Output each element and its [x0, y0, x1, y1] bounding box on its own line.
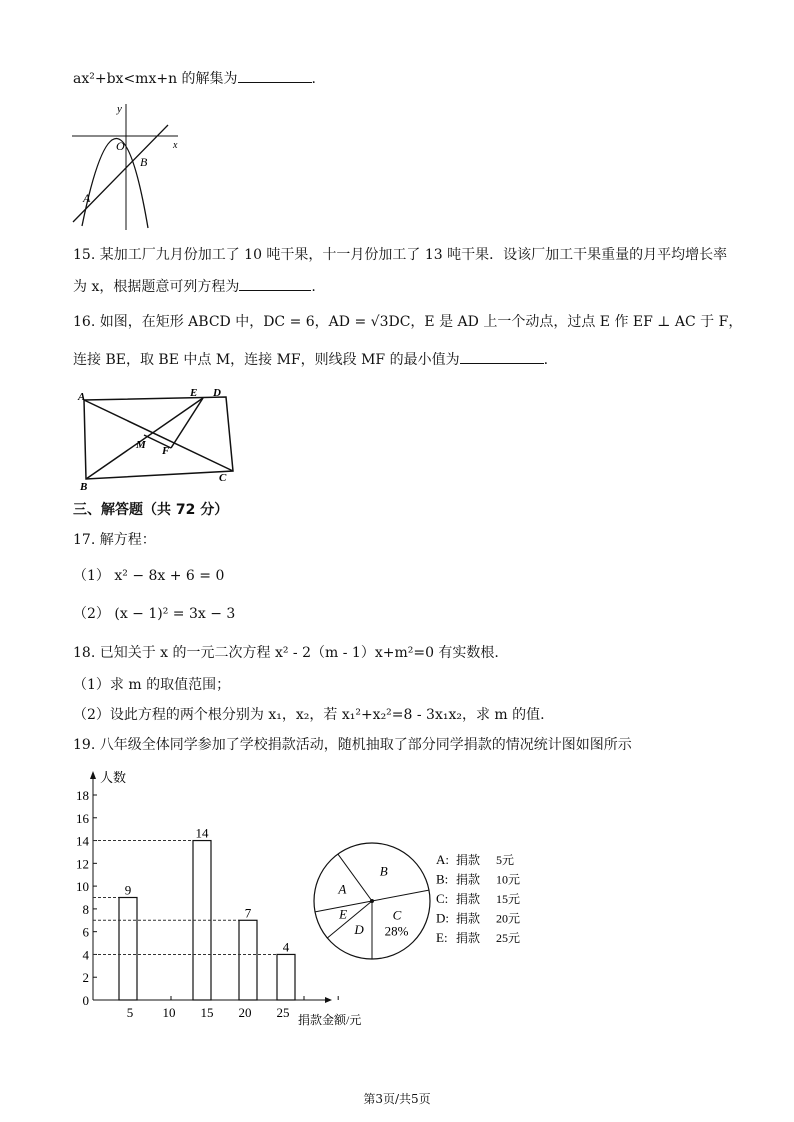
- period: .: [543, 352, 549, 368]
- q15-line2: [73, 276, 316, 296]
- legend-key: A:: [436, 852, 449, 867]
- q17-part1: （1） x² − 8x + 6 = 0: [73, 568, 225, 584]
- bar-value-label: 4: [282, 939, 290, 955]
- x-tick-label: 20: [238, 1005, 252, 1020]
- y-tick-label: 10: [76, 879, 89, 895]
- legend-value: 5元: [496, 853, 515, 867]
- label-f: F: [162, 445, 170, 457]
- bar: [119, 898, 137, 1001]
- parabola: [82, 138, 148, 228]
- y-tick-label: 6: [82, 924, 89, 940]
- y-tick-label: 2: [82, 970, 89, 986]
- legend-text: 捐款: [456, 853, 481, 867]
- x-tick-label: 5: [126, 1005, 134, 1020]
- answer-blank: [460, 349, 544, 364]
- bar: [277, 954, 295, 1000]
- diagonal-ac: [84, 400, 233, 471]
- period: .: [311, 71, 316, 87]
- legend-key: C:: [436, 891, 449, 906]
- q17-part2: （2） (x − 1)² = 3x − 3: [73, 606, 236, 622]
- q18-part2: （2）设此方程的两个根分别为 x₁，x₂，若 x₁²+x₂²=8 - 3x₁x₂，求 m 的值.: [73, 707, 545, 723]
- q15-stem: 为 x，根据题意可列方程为: [73, 279, 240, 295]
- y-axis-label: 人数: [100, 770, 127, 785]
- legend-text: 捐款: [456, 931, 481, 945]
- bar-value-label: 9: [124, 882, 132, 898]
- answer-blank: [238, 68, 312, 83]
- legend-value: 15元: [496, 892, 521, 906]
- label-d: D: [213, 387, 221, 399]
- q16-line1: 16. 如图，在矩形 ABCD 中，DC = 6，AD = √3DC，E 是 AD 上一个动点，过点 E 作 EF ⊥ AC 于 F，: [73, 314, 743, 330]
- x-tick-label: 15: [200, 1005, 214, 1020]
- page-footer: 第3页/共5页: [363, 1092, 431, 1106]
- bar: [239, 920, 257, 1000]
- legend-value: 10元: [496, 872, 521, 887]
- rectangle-abcd: [84, 397, 233, 479]
- pie-slice-label-d: D: [354, 921, 364, 937]
- q14-text: [73, 68, 316, 88]
- label-a: A: [78, 391, 86, 403]
- legend-key: B:: [436, 871, 449, 887]
- o-label: O: [116, 139, 125, 153]
- q16-line2: [73, 349, 548, 369]
- pie-slice-label-c: C: [392, 907, 402, 923]
- segment-ef: [171, 398, 203, 448]
- x-tick-label: 10: [162, 1005, 176, 1020]
- y-tick-label: 4: [82, 947, 89, 963]
- legend-value: 25元: [496, 931, 521, 945]
- answer-blank: [239, 276, 311, 291]
- a-label: A: [83, 191, 91, 205]
- label-m: M: [136, 439, 146, 451]
- label-e: E: [190, 387, 198, 399]
- b-label: B: [140, 155, 148, 169]
- y-tick-label: 0: [82, 993, 89, 1008]
- q16-stem: 连接 BE，取 BE 中点 M，连接 MF，则线段 MF 的最小值为: [73, 352, 460, 368]
- x-label: x: [173, 140, 178, 151]
- legend-key: D:: [436, 910, 449, 926]
- legend-value: 20元: [496, 911, 521, 926]
- y-label: y: [117, 103, 122, 115]
- y-tick-label: 14: [76, 833, 89, 849]
- q17-title: 17. 解方程：: [73, 532, 156, 548]
- pie-center: [370, 899, 374, 903]
- x-axis-label: 捐款金额/元: [298, 1013, 362, 1027]
- legend-key: E:: [436, 930, 448, 945]
- y-tick-label: 16: [76, 810, 89, 826]
- pie-slice-label-a: A: [338, 881, 347, 897]
- q18-title: 18. 已知关于 x 的一元二次方程 x² - 2（m - 1）x+m²=0 有实数根.: [73, 645, 499, 661]
- x-axis-arrow: [325, 997, 332, 1003]
- y-tick-label: 8: [82, 901, 89, 917]
- pie-slice-label-b: B: [379, 863, 388, 879]
- q14-stem: ax²+bx<mx+n 的解集为: [73, 71, 238, 87]
- period: .: [311, 279, 316, 295]
- y-axis-arrow: [90, 771, 96, 779]
- pie-percent-label: 28%: [384, 923, 409, 939]
- bar-value-label: 7: [244, 905, 252, 921]
- pie-chart: [300, 830, 540, 970]
- pie-slice-label-e: E: [339, 906, 348, 922]
- y-tick-label: 12: [76, 856, 89, 872]
- label-c: C: [219, 472, 227, 484]
- rectangle-figure: [76, 384, 246, 494]
- label-b: B: [80, 481, 88, 493]
- section-heading: 三、解答题（共 72 分）: [73, 502, 229, 518]
- legend-text: 捐款: [456, 911, 481, 926]
- x-tick-label: 25: [276, 1005, 290, 1020]
- y-tick-label: 18: [76, 788, 89, 803]
- legend-text: 捐款: [456, 892, 481, 906]
- parabola-figure: [68, 100, 188, 240]
- bar-value-label: 14: [195, 825, 209, 841]
- legend-text: 捐款: [456, 872, 481, 887]
- q19-title: 19. 八年级全体同学参加了学校捐款活动，随机抽取了部分同学捐款的情况统计图如图所示: [73, 737, 632, 753]
- q18-part1: （1）求 m 的取值范围；: [73, 677, 231, 693]
- q15-line1: 15. 某加工厂九月份加工了 10 吨干果，十一月份加工了 13 吨干果．设该厂加工干果重量的月平均增长率: [73, 247, 728, 263]
